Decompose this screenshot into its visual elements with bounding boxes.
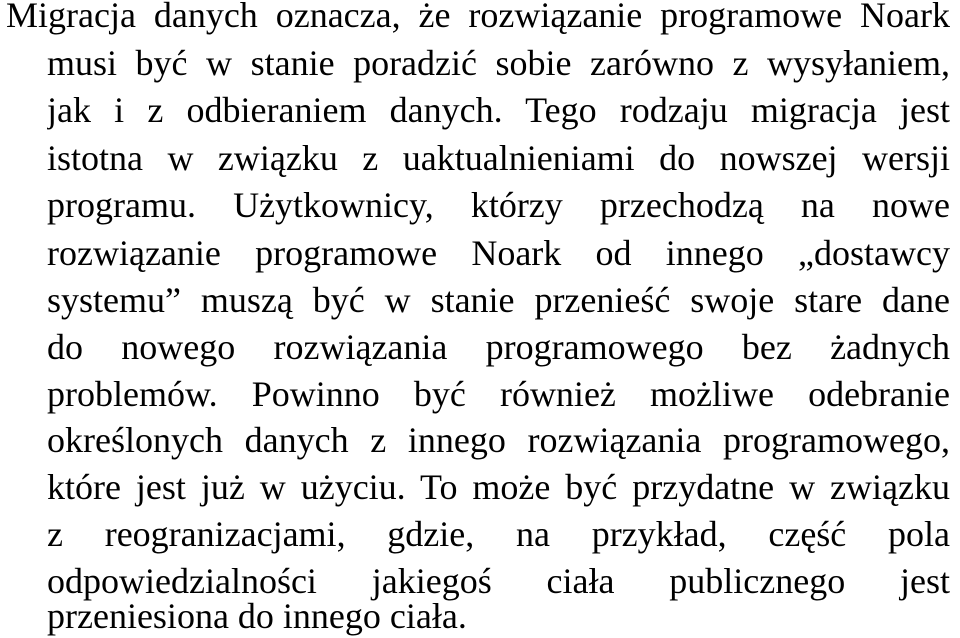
paragraph-line: systemu” muszą być w stanie przenieść swoje stare dane <box>47 280 950 320</box>
paragraph-line: Migracja danych oznacza, że rozwiązanie programowe Noark <box>6 0 950 35</box>
paragraph-line: programu. Użytkownicy, którzy przechodzą na nowe <box>47 185 950 225</box>
paragraph-line: z reogranizacjami, gdzie, na przykład, część pola <box>47 514 950 554</box>
paragraph-line: do nowego rozwiązania programowego bez żadnych <box>47 327 950 367</box>
paragraph-line: problemów. Powinno być również możliwe odebranie <box>47 374 950 414</box>
paragraph-line: rozwiązanie programowe Noark od innego „dostawcy <box>47 233 950 273</box>
paragraph-line: określonych danych z innego rozwiązania programowego, <box>47 420 950 460</box>
paragraph-line: przeniesiona do innego ciała. <box>47 596 467 636</box>
paragraph-line: musi być w stanie poradzić sobie zarówno z wysyłaniem, <box>47 43 950 83</box>
paragraph-line: istotna w związku z uaktualnieniami do nowszej wersji <box>47 138 950 178</box>
paragraph-line: jak i z odbieraniem danych. Tego rodzaju migracja jest <box>47 90 950 130</box>
paragraph-line: które jest już w użyciu. To może być przydatne w związku <box>47 467 950 507</box>
paragraph-line: odpowiedzialności jakiegoś ciała publicznego jest <box>47 561 950 601</box>
